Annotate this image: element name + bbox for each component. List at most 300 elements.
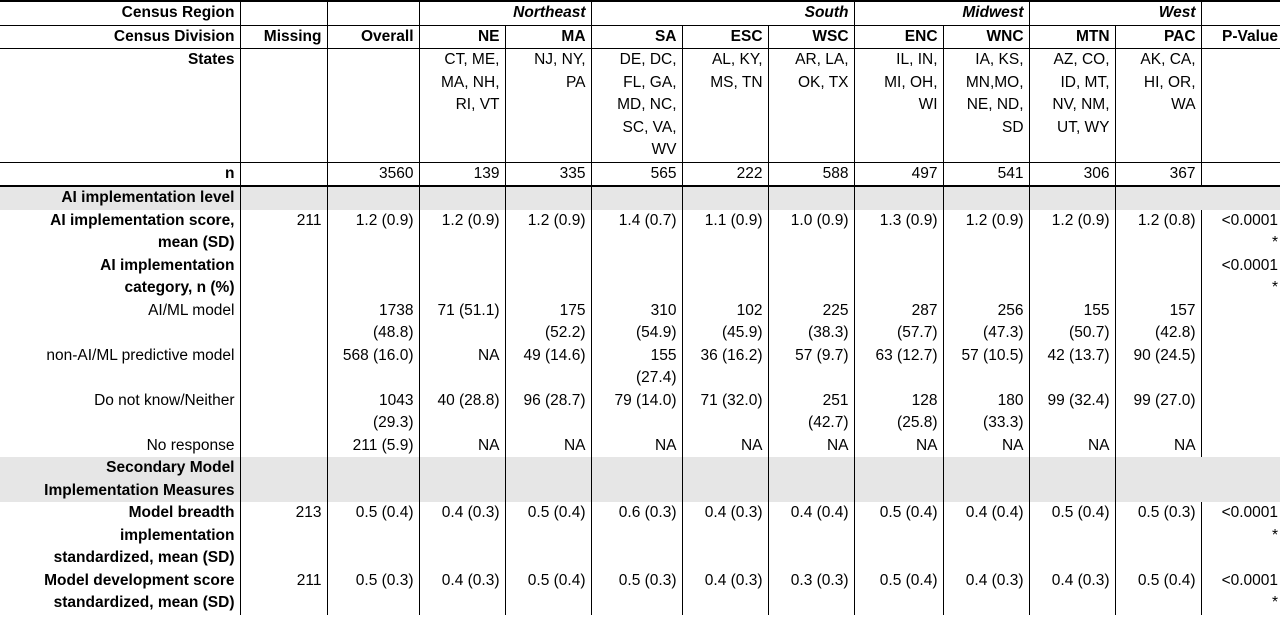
value-cell — [1029, 390, 1115, 435]
value-cell — [419, 345, 505, 390]
value-line: 0.5 (0.4) — [879, 571, 938, 589]
value-line: (42.7) — [808, 414, 849, 431]
row-label-line: Secondary Model — [106, 459, 235, 476]
value-cell — [1115, 255, 1201, 300]
missing-cell: 211 — [240, 210, 327, 255]
value-cell — [327, 502, 419, 570]
state-list-line: AK, CA, — [1140, 51, 1196, 68]
row-label-line: Implementation Measures — [44, 481, 235, 499]
section-empty-cell — [240, 457, 327, 502]
states-empty-cell — [327, 49, 419, 163]
n-value: 335 — [505, 162, 591, 186]
value-cell — [943, 345, 1029, 390]
value-line: 99 (27.0) — [1133, 391, 1196, 409]
n-value: 565 — [591, 162, 682, 186]
section-empty-cell — [591, 186, 682, 210]
section-empty-cell — [1115, 457, 1201, 502]
state-list-line: WA — [1171, 96, 1196, 113]
value-line: 0.5 (0.4) — [355, 504, 414, 521]
missing-cell — [240, 345, 327, 390]
row-label-line: Model development score — [44, 571, 235, 589]
state-list-line: AZ, CO, — [1053, 51, 1110, 68]
missing-header: Missing — [240, 25, 327, 49]
value-line: 42 (13.7) — [1047, 346, 1110, 364]
value-line: 79 (14.0) — [614, 391, 677, 409]
section-empty-cell — [768, 457, 854, 502]
section-empty-cell — [1029, 457, 1115, 502]
value-line: 175 — [559, 301, 586, 319]
row-label — [0, 300, 240, 345]
section-row — [0, 186, 1280, 210]
section-empty-cell — [1201, 457, 1280, 502]
value-line: 57 (10.5) — [961, 346, 1024, 364]
value-cell — [768, 210, 854, 255]
state-list-line: NV, NM, — [1052, 96, 1110, 113]
missing-cell — [240, 390, 327, 435]
n-label: n — [225, 164, 235, 182]
value-cell — [854, 502, 943, 570]
value-line: 0.5 (0.3) — [355, 571, 414, 589]
division-header: ESC — [682, 25, 768, 49]
value-cell — [682, 390, 768, 435]
n-value: 139 — [419, 162, 505, 186]
section-empty-cell — [419, 186, 505, 210]
value-cell — [505, 435, 591, 458]
states-cell — [419, 49, 505, 163]
state-list-line: WV — [651, 141, 677, 158]
table-row — [0, 300, 1280, 345]
value-line: (57.7) — [897, 324, 938, 341]
states-cell — [682, 49, 768, 163]
states-cell — [768, 49, 854, 163]
value-cell — [591, 502, 682, 570]
value-line: NA — [1087, 436, 1110, 454]
state-list-line: DE, DC, — [619, 51, 677, 68]
value-line: 0.6 (0.3) — [618, 504, 677, 521]
value-cell — [768, 502, 854, 570]
value-cell — [1029, 210, 1115, 255]
value-line: NA — [563, 436, 586, 454]
value-line: (50.7) — [1069, 324, 1110, 341]
value-cell — [419, 300, 505, 345]
state-list-line: SC, VA, — [622, 118, 677, 136]
value-cell — [327, 390, 419, 435]
state-list-line: IL, IN, — [896, 51, 938, 68]
section-label — [0, 186, 240, 210]
value-line: (27.4) — [636, 369, 677, 386]
value-cell — [943, 390, 1029, 435]
value-line: 180 — [997, 391, 1024, 409]
region-header-row — [0, 1, 1280, 25]
value-line: 0.5 (0.3) — [618, 571, 677, 589]
value-line: 0.4 (0.4) — [965, 504, 1024, 521]
value-line: NA — [1174, 436, 1196, 454]
value-line: 0.4 (0.3) — [965, 571, 1024, 589]
states-row — [0, 49, 1280, 163]
section-empty-cell — [854, 457, 943, 502]
value-cell — [419, 255, 505, 300]
value-cell — [1115, 570, 1201, 615]
value-cell — [327, 210, 419, 255]
missing-cell: 213 — [240, 502, 327, 570]
value-cell — [1029, 435, 1115, 458]
section-empty-cell — [419, 457, 505, 502]
value-cell — [1029, 300, 1115, 345]
value-line: (45.9) — [722, 324, 763, 341]
value-cell — [1115, 300, 1201, 345]
value-line: 0.5 (0.4) — [879, 504, 938, 521]
section-empty-cell — [943, 457, 1029, 502]
section-label — [0, 457, 240, 502]
value-line: 256 — [997, 301, 1024, 319]
value-cell — [505, 570, 591, 615]
state-list-line: CT, ME, — [444, 51, 500, 68]
overall-header: Overall — [327, 25, 419, 49]
table-row — [0, 570, 1280, 615]
value-cell — [943, 210, 1029, 255]
value-line: 568 (16.0) — [342, 346, 414, 364]
value-cell — [591, 435, 682, 458]
division-header: MA — [505, 25, 591, 49]
value-cell — [768, 345, 854, 390]
state-list-line: FL, GA, — [623, 73, 677, 91]
pvalue-cell — [1201, 435, 1280, 458]
value-line: (48.8) — [373, 324, 414, 341]
state-list-line: SD — [1001, 118, 1024, 136]
n-empty-cell — [240, 162, 327, 186]
state-list-line: AR, LA, — [795, 51, 849, 68]
state-list-line: RI, VT — [455, 96, 500, 113]
states-cell — [854, 49, 943, 163]
row-label — [0, 390, 240, 435]
pvalue-cell — [1201, 390, 1280, 435]
value-line: 40 (28.8) — [437, 391, 500, 409]
value-line: 1.3 (0.9) — [879, 211, 938, 229]
row-label-line: standardized, mean (SD) — [53, 594, 235, 611]
n-empty-cell — [1201, 162, 1280, 186]
pvalue-cell — [1201, 300, 1280, 345]
states-empty-cell — [240, 49, 327, 163]
states-cell — [505, 49, 591, 163]
value-cell — [1029, 570, 1115, 615]
value-line: 63 (12.7) — [875, 346, 938, 364]
value-line: NA — [740, 436, 763, 454]
states-cell — [1115, 49, 1201, 163]
state-list-line: OK, TX — [797, 73, 849, 91]
value-line: 310 — [650, 301, 677, 319]
value-line: NA — [654, 436, 677, 454]
value-cell — [505, 390, 591, 435]
table-row — [0, 502, 1280, 570]
state-list-line: MA, NH, — [440, 73, 500, 91]
value-line: (42.8) — [1155, 324, 1196, 341]
division-header: PAC — [1115, 25, 1201, 49]
value-line: 1.2 (0.8) — [1137, 211, 1196, 229]
value-line: 90 (24.5) — [1133, 346, 1196, 364]
n-value: 497 — [854, 162, 943, 186]
states-empty-cell — [1201, 49, 1280, 163]
value-cell — [768, 570, 854, 615]
region-empty-cell — [1201, 1, 1280, 25]
value-line: 1738 — [379, 301, 414, 319]
value-cell — [591, 300, 682, 345]
value-line: 128 — [911, 391, 938, 409]
state-list-line: PA — [565, 73, 586, 91]
table-row — [0, 345, 1280, 390]
value-line: 0.4 (0.4) — [790, 504, 849, 521]
pvalue-line: * — [1272, 279, 1279, 296]
section-empty-cell — [327, 186, 419, 210]
value-cell — [682, 210, 768, 255]
value-cell — [943, 570, 1029, 615]
value-line: (25.8) — [897, 414, 938, 431]
value-cell — [327, 435, 419, 458]
value-line: 0.4 (0.3) — [441, 571, 500, 589]
division-header: WNC — [943, 25, 1029, 49]
value-cell — [1115, 345, 1201, 390]
state-list-line: HI, OR, — [1143, 73, 1196, 91]
value-cell — [854, 435, 943, 458]
value-cell — [1115, 502, 1201, 570]
value-cell — [854, 345, 943, 390]
state-list-line: NJ, NY, — [534, 51, 586, 68]
value-line: 0.5 (0.3) — [1137, 504, 1196, 521]
section-empty-cell — [1029, 186, 1115, 210]
value-line: 0.3 (0.3) — [790, 571, 849, 589]
section-empty-cell — [1201, 186, 1280, 210]
division-label: Census Division — [113, 27, 235, 45]
value-cell — [327, 300, 419, 345]
value-cell — [1029, 502, 1115, 570]
value-line: 251 — [822, 391, 849, 409]
value-line: (52.2) — [545, 324, 586, 341]
value-line: 57 (9.7) — [795, 346, 849, 364]
states-label: States — [187, 51, 235, 68]
value-cell — [682, 255, 768, 300]
section-empty-cell — [591, 457, 682, 502]
value-line: 0.4 (0.3) — [704, 571, 763, 589]
table-row — [0, 210, 1280, 255]
value-line: 225 — [822, 301, 849, 319]
row-label-line: AI implementation level — [61, 189, 235, 206]
value-cell — [505, 210, 591, 255]
value-cell — [419, 502, 505, 570]
n-value: 588 — [768, 162, 854, 186]
value-line: 287 — [911, 301, 938, 319]
row-label — [0, 210, 240, 255]
value-line: (38.3) — [808, 324, 849, 341]
value-line: 71 (32.0) — [700, 391, 763, 409]
value-line: 49 (14.6) — [523, 346, 586, 364]
value-cell — [682, 300, 768, 345]
section-row — [0, 457, 1280, 502]
value-line: 1.2 (0.9) — [527, 211, 586, 229]
n-value: 541 — [943, 162, 1029, 186]
state-list-line: MS, TN — [710, 73, 763, 91]
value-line: 1043 — [379, 391, 414, 409]
pvalue-cell — [1201, 255, 1280, 300]
value-cell — [327, 255, 419, 300]
row-label-line: AI implementation score, — [50, 211, 235, 229]
states-cell — [943, 49, 1029, 163]
row-label-line: AI/ML model — [148, 301, 235, 319]
value-cell — [854, 390, 943, 435]
state-list-line: MN,MO, — [965, 73, 1024, 91]
value-line: 211 (5.9) — [352, 436, 414, 454]
state-list-line: NE, ND, — [966, 96, 1024, 113]
value-line: 157 — [1169, 301, 1196, 319]
region-midwest: Midwest — [854, 1, 1029, 25]
value-line: 71 (51.1) — [437, 301, 500, 319]
value-line: NA — [477, 436, 500, 454]
pvalue-line: * — [1272, 594, 1279, 611]
row-label-line: standardized, mean (SD) — [53, 549, 235, 566]
state-list-line: AL, KY, — [711, 51, 763, 68]
section-empty-cell — [240, 186, 327, 210]
section-empty-cell — [327, 457, 419, 502]
value-cell — [682, 435, 768, 458]
value-cell — [505, 255, 591, 300]
value-line: (47.3) — [983, 324, 1024, 341]
section-empty-cell — [682, 457, 768, 502]
value-cell — [768, 390, 854, 435]
state-list-line: MI, OH, — [884, 73, 938, 91]
n-row — [0, 162, 1280, 186]
value-cell — [943, 300, 1029, 345]
table-row — [0, 255, 1280, 300]
missing-cell — [240, 300, 327, 345]
row-label — [0, 502, 240, 570]
state-list-line: UT, WY — [1057, 118, 1110, 136]
value-cell — [591, 390, 682, 435]
section-empty-cell — [505, 457, 591, 502]
value-cell — [943, 255, 1029, 300]
pvalue-line: <0.0001 — [1221, 256, 1279, 274]
value-cell — [591, 255, 682, 300]
section-empty-cell — [505, 186, 591, 210]
value-line: 0.5 (0.4) — [1051, 504, 1110, 521]
region-empty-cell — [327, 1, 419, 25]
n-value: 3560 — [327, 162, 419, 186]
value-cell — [1029, 255, 1115, 300]
value-line: 0.5 (0.4) — [527, 571, 586, 589]
value-cell — [1115, 210, 1201, 255]
value-line: 155 — [650, 346, 677, 364]
row-label — [0, 570, 240, 615]
region-northeast: Northeast — [419, 1, 591, 25]
value-line: 0.5 (0.4) — [527, 504, 586, 521]
value-line: (54.9) — [636, 324, 677, 341]
row-label-line: mean (SD) — [157, 234, 235, 251]
n-value: 222 — [682, 162, 768, 186]
value-cell — [419, 210, 505, 255]
missing-cell: 211 — [240, 570, 327, 615]
row-label-line: Model breadth — [128, 504, 235, 521]
value-cell — [943, 502, 1029, 570]
value-cell — [768, 255, 854, 300]
value-cell — [768, 300, 854, 345]
region-west: West — [1029, 1, 1201, 25]
value-line: 1.2 (0.9) — [965, 211, 1024, 229]
table-row — [0, 435, 1280, 458]
region-empty-cell — [240, 1, 327, 25]
value-cell — [591, 345, 682, 390]
value-cell — [505, 300, 591, 345]
section-empty-cell — [943, 186, 1029, 210]
row-label-line: No response — [146, 436, 235, 454]
value-line: 1.4 (0.7) — [618, 211, 677, 229]
division-header: WSC — [768, 25, 854, 49]
value-cell — [591, 570, 682, 615]
pvalue-cell — [1201, 210, 1280, 255]
value-line: 1.0 (0.9) — [790, 211, 849, 229]
value-cell — [591, 210, 682, 255]
pvalue-header: P-Value — [1201, 25, 1280, 49]
pvalue-line: <0.0001 — [1221, 211, 1279, 229]
division-header-row — [0, 25, 1280, 49]
states-cell — [1029, 49, 1115, 163]
value-cell — [854, 570, 943, 615]
row-label — [0, 345, 240, 390]
value-line: 1.2 (0.9) — [441, 211, 500, 229]
table-body — [0, 1, 1280, 615]
section-empty-cell — [768, 186, 854, 210]
value-line: 0.5 (0.4) — [1137, 571, 1196, 589]
division-header: MTN — [1029, 25, 1115, 49]
state-list-line: WI — [918, 96, 938, 113]
value-cell — [505, 345, 591, 390]
value-line: 0.4 (0.3) — [1051, 571, 1110, 589]
pvalue-line: <0.0001 — [1221, 571, 1279, 589]
division-header: ENC — [854, 25, 943, 49]
table-row — [0, 390, 1280, 435]
value-cell — [327, 345, 419, 390]
n-value: 367 — [1115, 162, 1201, 186]
value-cell — [327, 570, 419, 615]
row-label — [0, 435, 240, 458]
row-label-line: non-AI/ML predictive model — [46, 346, 235, 364]
value-cell — [854, 255, 943, 300]
value-line: 0.4 (0.3) — [704, 504, 763, 521]
state-list-line: MD, NC, — [617, 96, 677, 113]
missing-cell — [240, 255, 327, 300]
pvalue-cell — [1201, 570, 1280, 615]
value-line: NA — [915, 436, 938, 454]
value-cell — [1115, 390, 1201, 435]
value-line: NA — [477, 346, 500, 364]
value-cell — [1029, 345, 1115, 390]
value-cell — [768, 435, 854, 458]
row-label-line: category, n (%) — [124, 279, 235, 296]
missing-cell — [240, 435, 327, 458]
row-label — [0, 255, 240, 300]
division-header: NE — [419, 25, 505, 49]
division-header: SA — [591, 25, 682, 49]
value-line: 1.2 (0.9) — [1051, 211, 1110, 229]
pvalue-cell — [1201, 345, 1280, 390]
section-empty-cell — [1115, 186, 1201, 210]
states-cell — [591, 49, 682, 163]
value-line: 1.1 (0.9) — [704, 211, 763, 229]
value-line: 36 (16.2) — [700, 346, 763, 364]
region-south: South — [591, 1, 854, 25]
value-cell — [419, 390, 505, 435]
pvalue-line: * — [1272, 234, 1279, 251]
state-list-line: IA, KS, — [975, 51, 1024, 68]
value-cell — [419, 570, 505, 615]
value-line: (33.3) — [983, 414, 1024, 431]
value-cell — [854, 210, 943, 255]
